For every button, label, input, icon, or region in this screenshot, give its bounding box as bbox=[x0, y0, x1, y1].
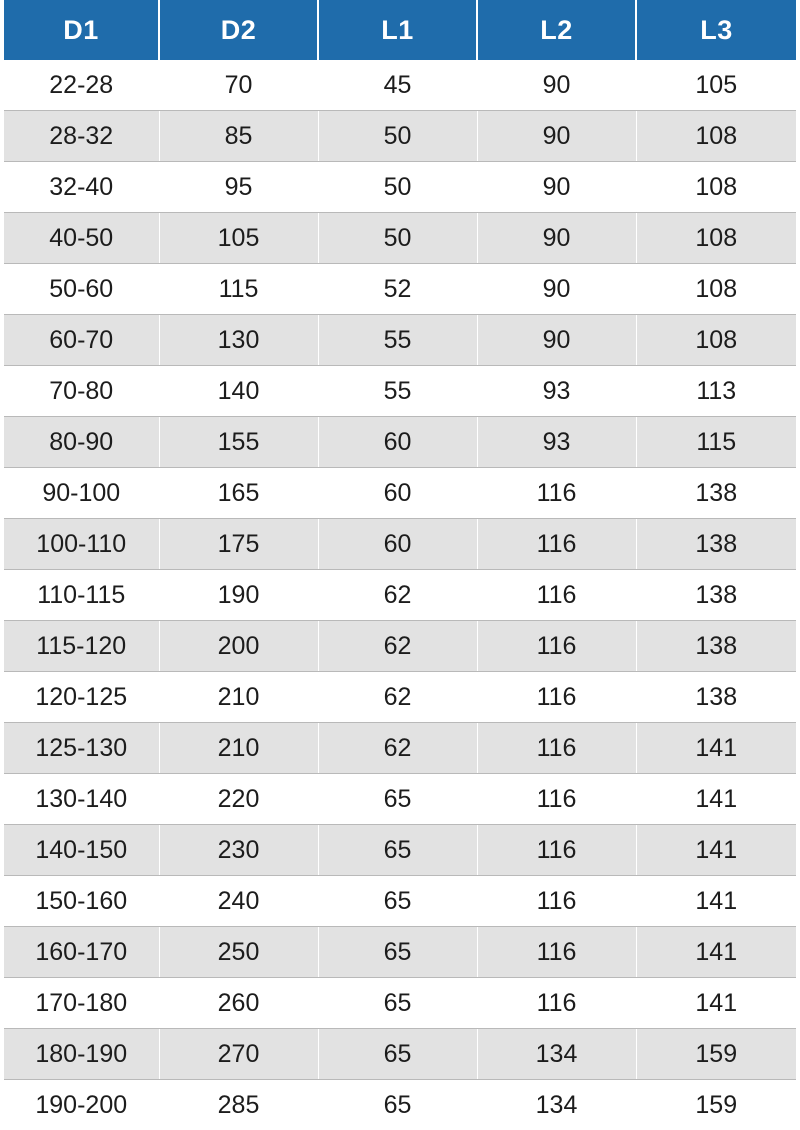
column-header-d1: D1 bbox=[4, 0, 159, 60]
table-cell-d2: 210 bbox=[159, 672, 318, 723]
table-cell-d2: 140 bbox=[159, 366, 318, 417]
table-cell-l3: 108 bbox=[636, 162, 796, 213]
table-row bbox=[4, 672, 796, 723]
table-cell-d2: 230 bbox=[159, 825, 318, 876]
table-cell-d1: 120-125 bbox=[4, 672, 159, 723]
table-cell-l2: 116 bbox=[477, 774, 636, 825]
table-row bbox=[4, 723, 796, 774]
table-row bbox=[4, 315, 796, 366]
table-cell-l1: 65 bbox=[318, 825, 477, 876]
table-cell-l1: 62 bbox=[318, 621, 477, 672]
table-cell-d1: 40-50 bbox=[4, 213, 159, 264]
table-cell-l1: 60 bbox=[318, 519, 477, 570]
table-row bbox=[4, 366, 796, 417]
table-cell-l3: 138 bbox=[636, 519, 796, 570]
table-header-row bbox=[4, 0, 796, 60]
table-cell-l1: 60 bbox=[318, 468, 477, 519]
table-cell-l3: 141 bbox=[636, 927, 796, 978]
table-cell-l2: 93 bbox=[477, 417, 636, 468]
table-cell-l1: 45 bbox=[318, 60, 477, 111]
table-row bbox=[4, 213, 796, 264]
table-row bbox=[4, 162, 796, 213]
table-cell-l2: 116 bbox=[477, 978, 636, 1029]
table-cell-l3: 108 bbox=[636, 213, 796, 264]
table-cell-l1: 65 bbox=[318, 927, 477, 978]
table-row bbox=[4, 876, 796, 927]
table-row bbox=[4, 264, 796, 315]
table-cell-l2: 116 bbox=[477, 672, 636, 723]
table-cell-d2: 190 bbox=[159, 570, 318, 621]
table-cell-l1: 50 bbox=[318, 111, 477, 162]
table-cell-l3: 141 bbox=[636, 876, 796, 927]
table-cell-l3: 159 bbox=[636, 1029, 796, 1080]
table-cell-l3: 138 bbox=[636, 672, 796, 723]
table-cell-l2: 116 bbox=[477, 927, 636, 978]
table-cell-d2: 270 bbox=[159, 1029, 318, 1080]
table-cell-l2: 90 bbox=[477, 111, 636, 162]
table-cell-d1: 110-115 bbox=[4, 570, 159, 621]
table-cell-l1: 55 bbox=[318, 315, 477, 366]
table-cell-l1: 62 bbox=[318, 723, 477, 774]
table-row bbox=[4, 519, 796, 570]
table-cell-l2: 116 bbox=[477, 570, 636, 621]
column-header-d2: D2 bbox=[159, 0, 318, 60]
dimension-table bbox=[4, 0, 796, 1130]
table-cell-l2: 90 bbox=[477, 213, 636, 264]
table-cell-d2: 95 bbox=[159, 162, 318, 213]
table-cell-l2: 93 bbox=[477, 366, 636, 417]
table-cell-d1: 60-70 bbox=[4, 315, 159, 366]
table-cell-d1: 170-180 bbox=[4, 978, 159, 1029]
table-cell-d2: 115 bbox=[159, 264, 318, 315]
table-cell-l3: 108 bbox=[636, 264, 796, 315]
table-cell-l2: 116 bbox=[477, 621, 636, 672]
table-row bbox=[4, 1080, 796, 1130]
table-cell-d2: 260 bbox=[159, 978, 318, 1029]
table-row bbox=[4, 468, 796, 519]
table-cell-d1: 160-170 bbox=[4, 927, 159, 978]
table-cell-l2: 90 bbox=[477, 60, 636, 111]
table-row bbox=[4, 825, 796, 876]
table-row bbox=[4, 570, 796, 621]
table-cell-d2: 70 bbox=[159, 60, 318, 111]
table-cell-l3: 141 bbox=[636, 978, 796, 1029]
table-cell-l3: 159 bbox=[636, 1080, 796, 1130]
table-cell-l2: 116 bbox=[477, 876, 636, 927]
table-cell-d1: 125-130 bbox=[4, 723, 159, 774]
table-cell-d1: 130-140 bbox=[4, 774, 159, 825]
table-cell-d1: 150-160 bbox=[4, 876, 159, 927]
table-cell-d2: 220 bbox=[159, 774, 318, 825]
table-cell-l2: 116 bbox=[477, 468, 636, 519]
table-cell-d1: 190-200 bbox=[4, 1080, 159, 1130]
table-header bbox=[4, 0, 796, 60]
table-cell-l2: 90 bbox=[477, 264, 636, 315]
table-cell-d1: 80-90 bbox=[4, 417, 159, 468]
table-cell-l1: 62 bbox=[318, 570, 477, 621]
table-cell-d2: 105 bbox=[159, 213, 318, 264]
table-cell-d2: 240 bbox=[159, 876, 318, 927]
table-cell-l2: 90 bbox=[477, 162, 636, 213]
table-cell-l3: 115 bbox=[636, 417, 796, 468]
table-cell-l1: 62 bbox=[318, 672, 477, 723]
table-row bbox=[4, 1029, 796, 1080]
table-cell-l1: 65 bbox=[318, 876, 477, 927]
table-cell-l3: 105 bbox=[636, 60, 796, 111]
table-body bbox=[4, 60, 796, 1130]
table-cell-l1: 65 bbox=[318, 978, 477, 1029]
table-cell-l2: 90 bbox=[477, 315, 636, 366]
table-cell-l1: 52 bbox=[318, 264, 477, 315]
table-cell-l3: 108 bbox=[636, 111, 796, 162]
table-cell-l2: 134 bbox=[477, 1080, 636, 1130]
table-cell-l3: 141 bbox=[636, 774, 796, 825]
table-cell-d1: 140-150 bbox=[4, 825, 159, 876]
table-cell-l1: 65 bbox=[318, 1080, 477, 1130]
table-row bbox=[4, 111, 796, 162]
table-row bbox=[4, 774, 796, 825]
table-cell-l2: 116 bbox=[477, 519, 636, 570]
table-cell-l3: 138 bbox=[636, 468, 796, 519]
table-cell-d1: 28-32 bbox=[4, 111, 159, 162]
table-row bbox=[4, 621, 796, 672]
table-cell-d1: 22-28 bbox=[4, 60, 159, 111]
table-cell-d1: 100-110 bbox=[4, 519, 159, 570]
table-cell-l3: 108 bbox=[636, 315, 796, 366]
table-cell-l1: 50 bbox=[318, 213, 477, 264]
table-cell-l2: 116 bbox=[477, 723, 636, 774]
table-row bbox=[4, 927, 796, 978]
table-cell-d1: 32-40 bbox=[4, 162, 159, 213]
column-header-l2: L2 bbox=[477, 0, 636, 60]
table-cell-l3: 113 bbox=[636, 366, 796, 417]
table-cell-d1: 70-80 bbox=[4, 366, 159, 417]
table-cell-d2: 155 bbox=[159, 417, 318, 468]
table-cell-d2: 210 bbox=[159, 723, 318, 774]
column-header-l3: L3 bbox=[636, 0, 796, 60]
table-row bbox=[4, 978, 796, 1029]
table-cell-l1: 60 bbox=[318, 417, 477, 468]
table-cell-d2: 175 bbox=[159, 519, 318, 570]
table-cell-d2: 130 bbox=[159, 315, 318, 366]
column-header-l1: L1 bbox=[318, 0, 477, 60]
table-row bbox=[4, 417, 796, 468]
table-cell-d1: 180-190 bbox=[4, 1029, 159, 1080]
table-cell-l2: 134 bbox=[477, 1029, 636, 1080]
table-row bbox=[4, 60, 796, 111]
table-cell-l2: 116 bbox=[477, 825, 636, 876]
table-cell-l1: 65 bbox=[318, 1029, 477, 1080]
table-cell-d1: 90-100 bbox=[4, 468, 159, 519]
table-cell-l3: 141 bbox=[636, 825, 796, 876]
table-cell-d2: 250 bbox=[159, 927, 318, 978]
table-cell-l1: 50 bbox=[318, 162, 477, 213]
table-cell-d2: 85 bbox=[159, 111, 318, 162]
table-cell-l1: 55 bbox=[318, 366, 477, 417]
table-cell-d1: 50-60 bbox=[4, 264, 159, 315]
table-cell-d2: 285 bbox=[159, 1080, 318, 1130]
table-cell-d2: 200 bbox=[159, 621, 318, 672]
table-cell-l1: 65 bbox=[318, 774, 477, 825]
table-cell-d2: 165 bbox=[159, 468, 318, 519]
table-cell-d1: 115-120 bbox=[4, 621, 159, 672]
table-cell-l3: 138 bbox=[636, 621, 796, 672]
table-cell-l3: 138 bbox=[636, 570, 796, 621]
table-cell-l3: 141 bbox=[636, 723, 796, 774]
